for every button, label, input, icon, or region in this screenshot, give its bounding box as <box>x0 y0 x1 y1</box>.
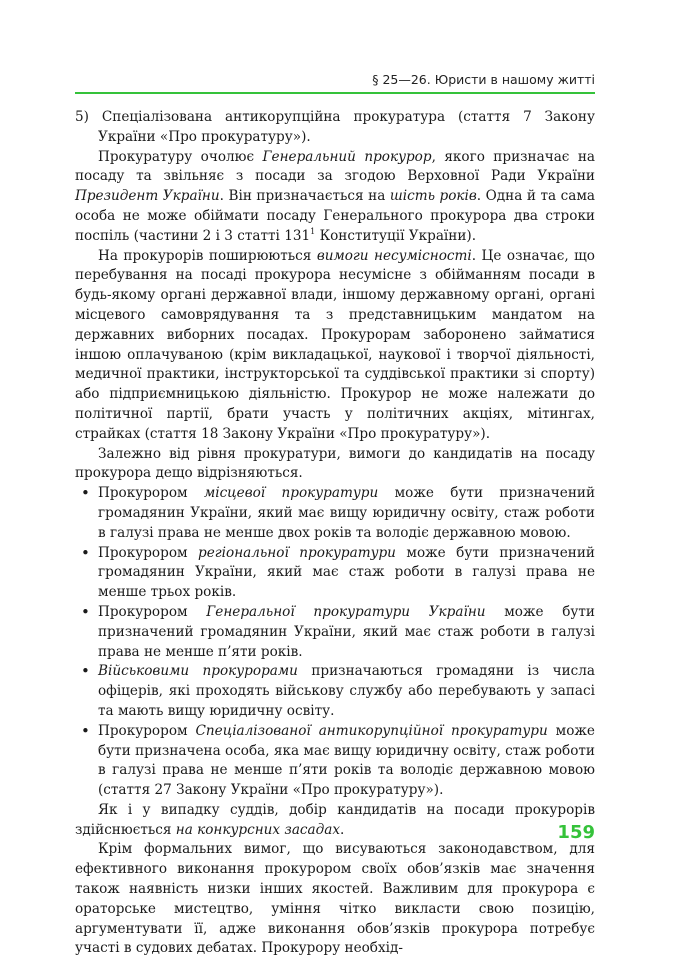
header-rule <box>75 92 595 94</box>
term-general-prosecutor: Генеральний прокурор <box>262 148 432 165</box>
paragraph-levels: Залежно від рівня прокуратури, вимоги до кандидатів на посаду прокурора дещо відрізняються. <box>75 445 595 482</box>
page-content <box>75 108 595 959</box>
superscript: 1 <box>310 226 316 236</box>
list-item: • Прокурором місцевої прокуратури може бути призначений громадянин України, який має вищу юридичну освіту, стаж роботи в галузі права не менше двох років та володіє державною мовою. <box>75 484 595 543</box>
paragraph-qualities: Крім формальних вимог, що висуваються законодавством, для ефективного виконання прокурором своїх обов’язків має значення також наявність низки інших якостей. Важливим для прокурора є ораторське мистецтво, уміння чітко викласти свою позицію, аргументувати її, адже виконання обов’язків прокурора потребує участі в судових дебатах. Прокурору необхід- <box>75 841 595 957</box>
requirements-list <box>75 484 595 801</box>
list-item: • Військовими прокурорами призначаються громадяни із числа офіцерів, які проходять військову службу або перебувають у запасі та мають вищу юридичну освіту. <box>75 662 595 721</box>
term-competition: на конкурсних засадах <box>175 821 341 838</box>
list-item-5: 5) Спеціалізована антикорупційна прокуратура (стаття 7 Закону України «Про прокуратуру»). <box>75 109 595 145</box>
term-president: Президент України <box>75 188 220 205</box>
running-header: § 25—26. Юристи в нашому житті <box>372 72 595 87</box>
page-number: 159 <box>557 822 595 843</box>
list-item: • Прокурором регіональної прокуратури може бути призначений громадянин України, який має стаж роботи в галузі права не менше трьох років. <box>75 544 595 603</box>
list-item: • Прокурором Генеральної прокуратури України може бути призначений громадянин України, який має стаж роботи в галузі права не менше п’яти років. <box>75 603 595 662</box>
term-six-years: шість років <box>389 188 477 205</box>
paragraph-competition: Як і у випадку суддів, добір кандидатів на посади прокурорів здійснюється на конкурсних засадах. <box>75 801 595 838</box>
list-item: • Прокурором Спеціалізованої антикорупційної прокуратури може бути призначена особа, яка має вищу юридичну освіту, стаж роботи в галузі права не менше п’яти років та володіє державною мовою (стаття 27 Закону України «Про прокуратуру»). <box>75 722 595 801</box>
paragraph-general-prosecutor: Прокуратуру очолює Генеральний прокурор, якого призначає на посаду та звільняє з посади за згодою Верховної Ради України Президент України. Він призначається на шість років. Одна й та сама особа не може обіймати посаду Генерального прокурора два строки поспіль (частини 2 і 3 статті $131^1$ Конституції України). <box>75 148 596 244</box>
paragraph-incompatibility: На прокурорів поширюються вимоги несумісності. Це означає, що перебування на посаді прокурора несумісне з обійманням посади в будь-якому органі державної влади, іншому державному органі, органі місцевого самоврядування та з представницьким мандатом на державних виборних посадах. Прокурорам заборонено займатися іншою оплачуваною (крім викладацької, наукової і творчої діяльності, медичної практики, інструкторської та суддівської практики зі спорту) або підприємницькою діяльністю. Прокурор не може належати до політичної партії, брати участь у політичних акціях, мітингах, страйках (стаття 18 Закону України «Про прокуратуру»). <box>75 247 595 442</box>
term-incompatibility: вимоги несумісності <box>316 247 472 264</box>
